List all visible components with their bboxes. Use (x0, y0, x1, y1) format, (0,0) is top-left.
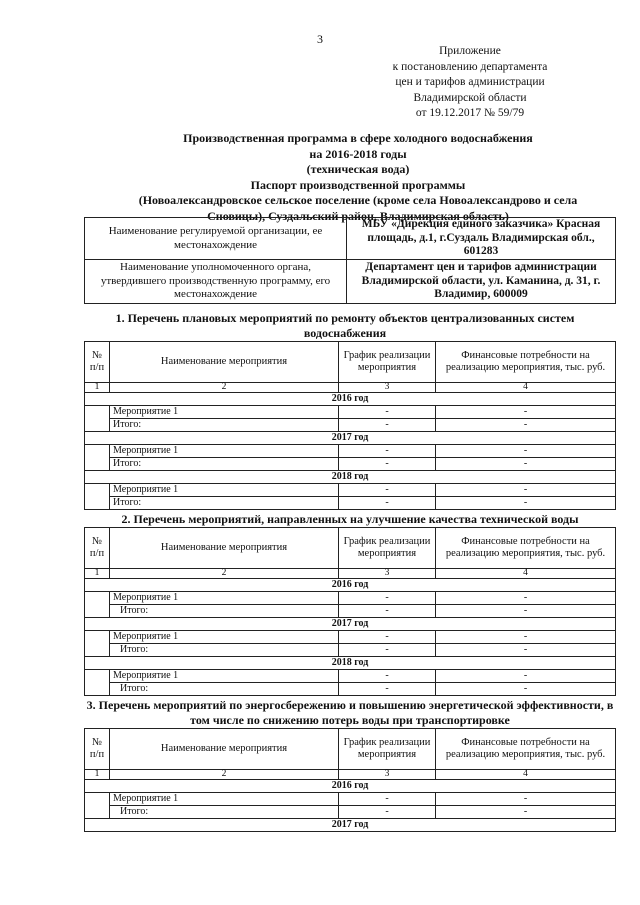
dash-cell: - (436, 631, 616, 644)
total-cell: Итого: (110, 806, 339, 819)
year-row: 2016 год (85, 780, 616, 793)
event-cell: Мероприятие 1 (110, 406, 339, 419)
col-finance-header: Финансовые потребности на реализацию мероприятия, тыс. руб. (436, 729, 616, 770)
dash-cell: - (339, 592, 436, 605)
title-line: Паспорт производственной программы (250, 177, 466, 192)
year-row: 2017 год (85, 618, 616, 631)
page-number: 3 (317, 32, 323, 46)
table-row (85, 406, 616, 419)
title-line: (Новоалександровское сельское поселение (кроме села Новоалександрово и села (138, 193, 578, 207)
event-cell: Мероприятие 1 (110, 592, 339, 605)
total-cell: Итого: (110, 497, 339, 510)
table-section-3 (84, 728, 616, 832)
event-cell: Мероприятие 1 (110, 631, 339, 644)
table-section-2 (84, 527, 616, 696)
dash-cell: - (436, 670, 616, 683)
event-cell: Мероприятие 1 (110, 445, 339, 458)
table-section-1 (84, 341, 616, 510)
col-schedule-header: График реализации мероприятия (339, 528, 436, 569)
col-finance-header: Финансовые потребности на реализацию мероприятия, тыс. руб. (436, 528, 616, 569)
dash-cell: - (436, 683, 616, 696)
appendix-line: от 19.12.2017 № 59/79 (415, 107, 525, 119)
year-row: 2018 год (85, 471, 616, 484)
idx-cell: 2 (110, 770, 339, 780)
dash-cell: - (436, 644, 616, 657)
dash-cell: - (339, 445, 436, 458)
title-line: Сновицы), Суздальский район, Владимирская область) (207, 208, 509, 223)
total-cell: Итого: (110, 605, 339, 618)
dash-cell: - (436, 419, 616, 432)
appendix-line: Приложение (439, 45, 501, 57)
col-num-header: № п/п (85, 342, 110, 383)
idx-cell: 3 (339, 770, 436, 780)
idx-cell: 1 (85, 569, 110, 579)
idx-cell: 2 (110, 383, 339, 393)
year-row: 2016 год (85, 579, 616, 592)
idx-cell: 4 (436, 770, 616, 780)
year-row: 2017 год (85, 819, 616, 832)
dash-cell: - (339, 793, 436, 806)
dash-cell: - (339, 806, 436, 819)
year-row: 2016 год (85, 393, 616, 406)
total-cell: Итого: (110, 419, 339, 432)
idx-cell: 3 (339, 383, 436, 393)
idx-cell: 1 (85, 383, 110, 393)
table-row (85, 631, 616, 644)
col-name-header: Наименование мероприятия (110, 528, 339, 569)
passport-table (84, 217, 616, 304)
passport-authority-label: Наименование уполномоченного органа, утвердившего производственную программу, его местонахождение (85, 260, 347, 304)
table-row (85, 793, 616, 806)
col-name-header: Наименование мероприятия (110, 729, 339, 770)
year-row: 2017 год (85, 432, 616, 445)
dash-cell: - (339, 419, 436, 432)
title-line: Производственная программа в сфере холодного водоснабжения (183, 131, 533, 145)
section-1-title: 1. Перечень плановых мероприятий по ремонту объектов централизованных систем водоснабжения (115, 311, 575, 340)
total-cell: Итого: (110, 458, 339, 471)
table-row (85, 497, 616, 510)
year-row: 2018 год (85, 657, 616, 670)
event-cell: Мероприятие 1 (110, 793, 339, 806)
table-row (85, 670, 616, 683)
table-row (85, 445, 616, 458)
appendix-line: цен и тарифов администрации (395, 76, 545, 88)
dash-cell: - (339, 406, 436, 419)
dash-cell: - (339, 631, 436, 644)
total-cell: Итого: (110, 683, 339, 696)
total-cell: Итого: (110, 644, 339, 657)
idx-cell: 4 (436, 383, 616, 393)
dash-cell: - (339, 458, 436, 471)
section-3-title: 3. Перечень мероприятий по энергосбережению и повышению энергетической эффективности, в том числе по снижению потерь воды при транспортировке (86, 698, 614, 727)
dash-cell: - (339, 605, 436, 618)
event-cell: Мероприятие 1 (110, 484, 339, 497)
title-block (78, 131, 638, 224)
table-row (85, 806, 616, 819)
table-row (85, 458, 616, 471)
table-row (85, 592, 616, 605)
table-row (85, 644, 616, 657)
dash-cell: - (436, 592, 616, 605)
col-num-header: № п/п (85, 729, 110, 770)
event-cell: Мероприятие 1 (110, 670, 339, 683)
title-line: на 2016-2018 годы (309, 146, 407, 161)
idx-cell: 1 (85, 770, 110, 780)
dash-cell: - (339, 644, 436, 657)
appendix-line: Владимирской области (413, 91, 527, 104)
table-row (85, 484, 616, 497)
dash-cell: - (436, 484, 616, 497)
dash-cell: - (339, 497, 436, 510)
dash-cell: - (436, 458, 616, 471)
col-num-header: № п/п (85, 528, 110, 569)
idx-cell: 2 (110, 569, 339, 579)
idx-cell: 3 (339, 569, 436, 579)
dash-cell: - (436, 806, 616, 819)
title-line: (техническая вода) (306, 162, 410, 176)
dash-cell: - (339, 670, 436, 683)
dash-cell: - (339, 484, 436, 497)
table-row (85, 419, 616, 432)
col-finance-header: Финансовые потребности на реализацию мероприятия, тыс. руб. (436, 342, 616, 383)
table-row (85, 683, 616, 696)
passport-org-label: Наименование регулируемой организации, ее местонахождение (85, 218, 347, 260)
appendix-line: к постановлению департамента (392, 60, 548, 73)
idx-cell: 4 (436, 569, 616, 579)
passport-authority-value: Департамент цен и тарифов администрации Владимирской области, ул. Каманина, д. 31, г. Владимир, 600009 (347, 260, 616, 304)
col-schedule-header: График реализации мероприятия (339, 342, 436, 383)
col-name-header: Наименование мероприятия (110, 342, 339, 383)
section-2-title: 2. Перечень мероприятий, направленных на улучшение качества технической воды (121, 512, 579, 526)
appendix-block (360, 44, 580, 122)
dash-cell: - (339, 683, 436, 696)
dash-cell: - (436, 497, 616, 510)
dash-cell: - (436, 793, 616, 806)
dash-cell: - (436, 605, 616, 618)
table-row (85, 605, 616, 618)
dash-cell: - (436, 406, 616, 419)
passport-org-value: МБУ «Дирекция единого заказчика» Красная площадь, д.1, г.Суздаль Владимирская обл., 601283 (347, 218, 616, 260)
dash-cell: - (436, 445, 616, 458)
col-schedule-header: График реализации мероприятия (339, 729, 436, 770)
